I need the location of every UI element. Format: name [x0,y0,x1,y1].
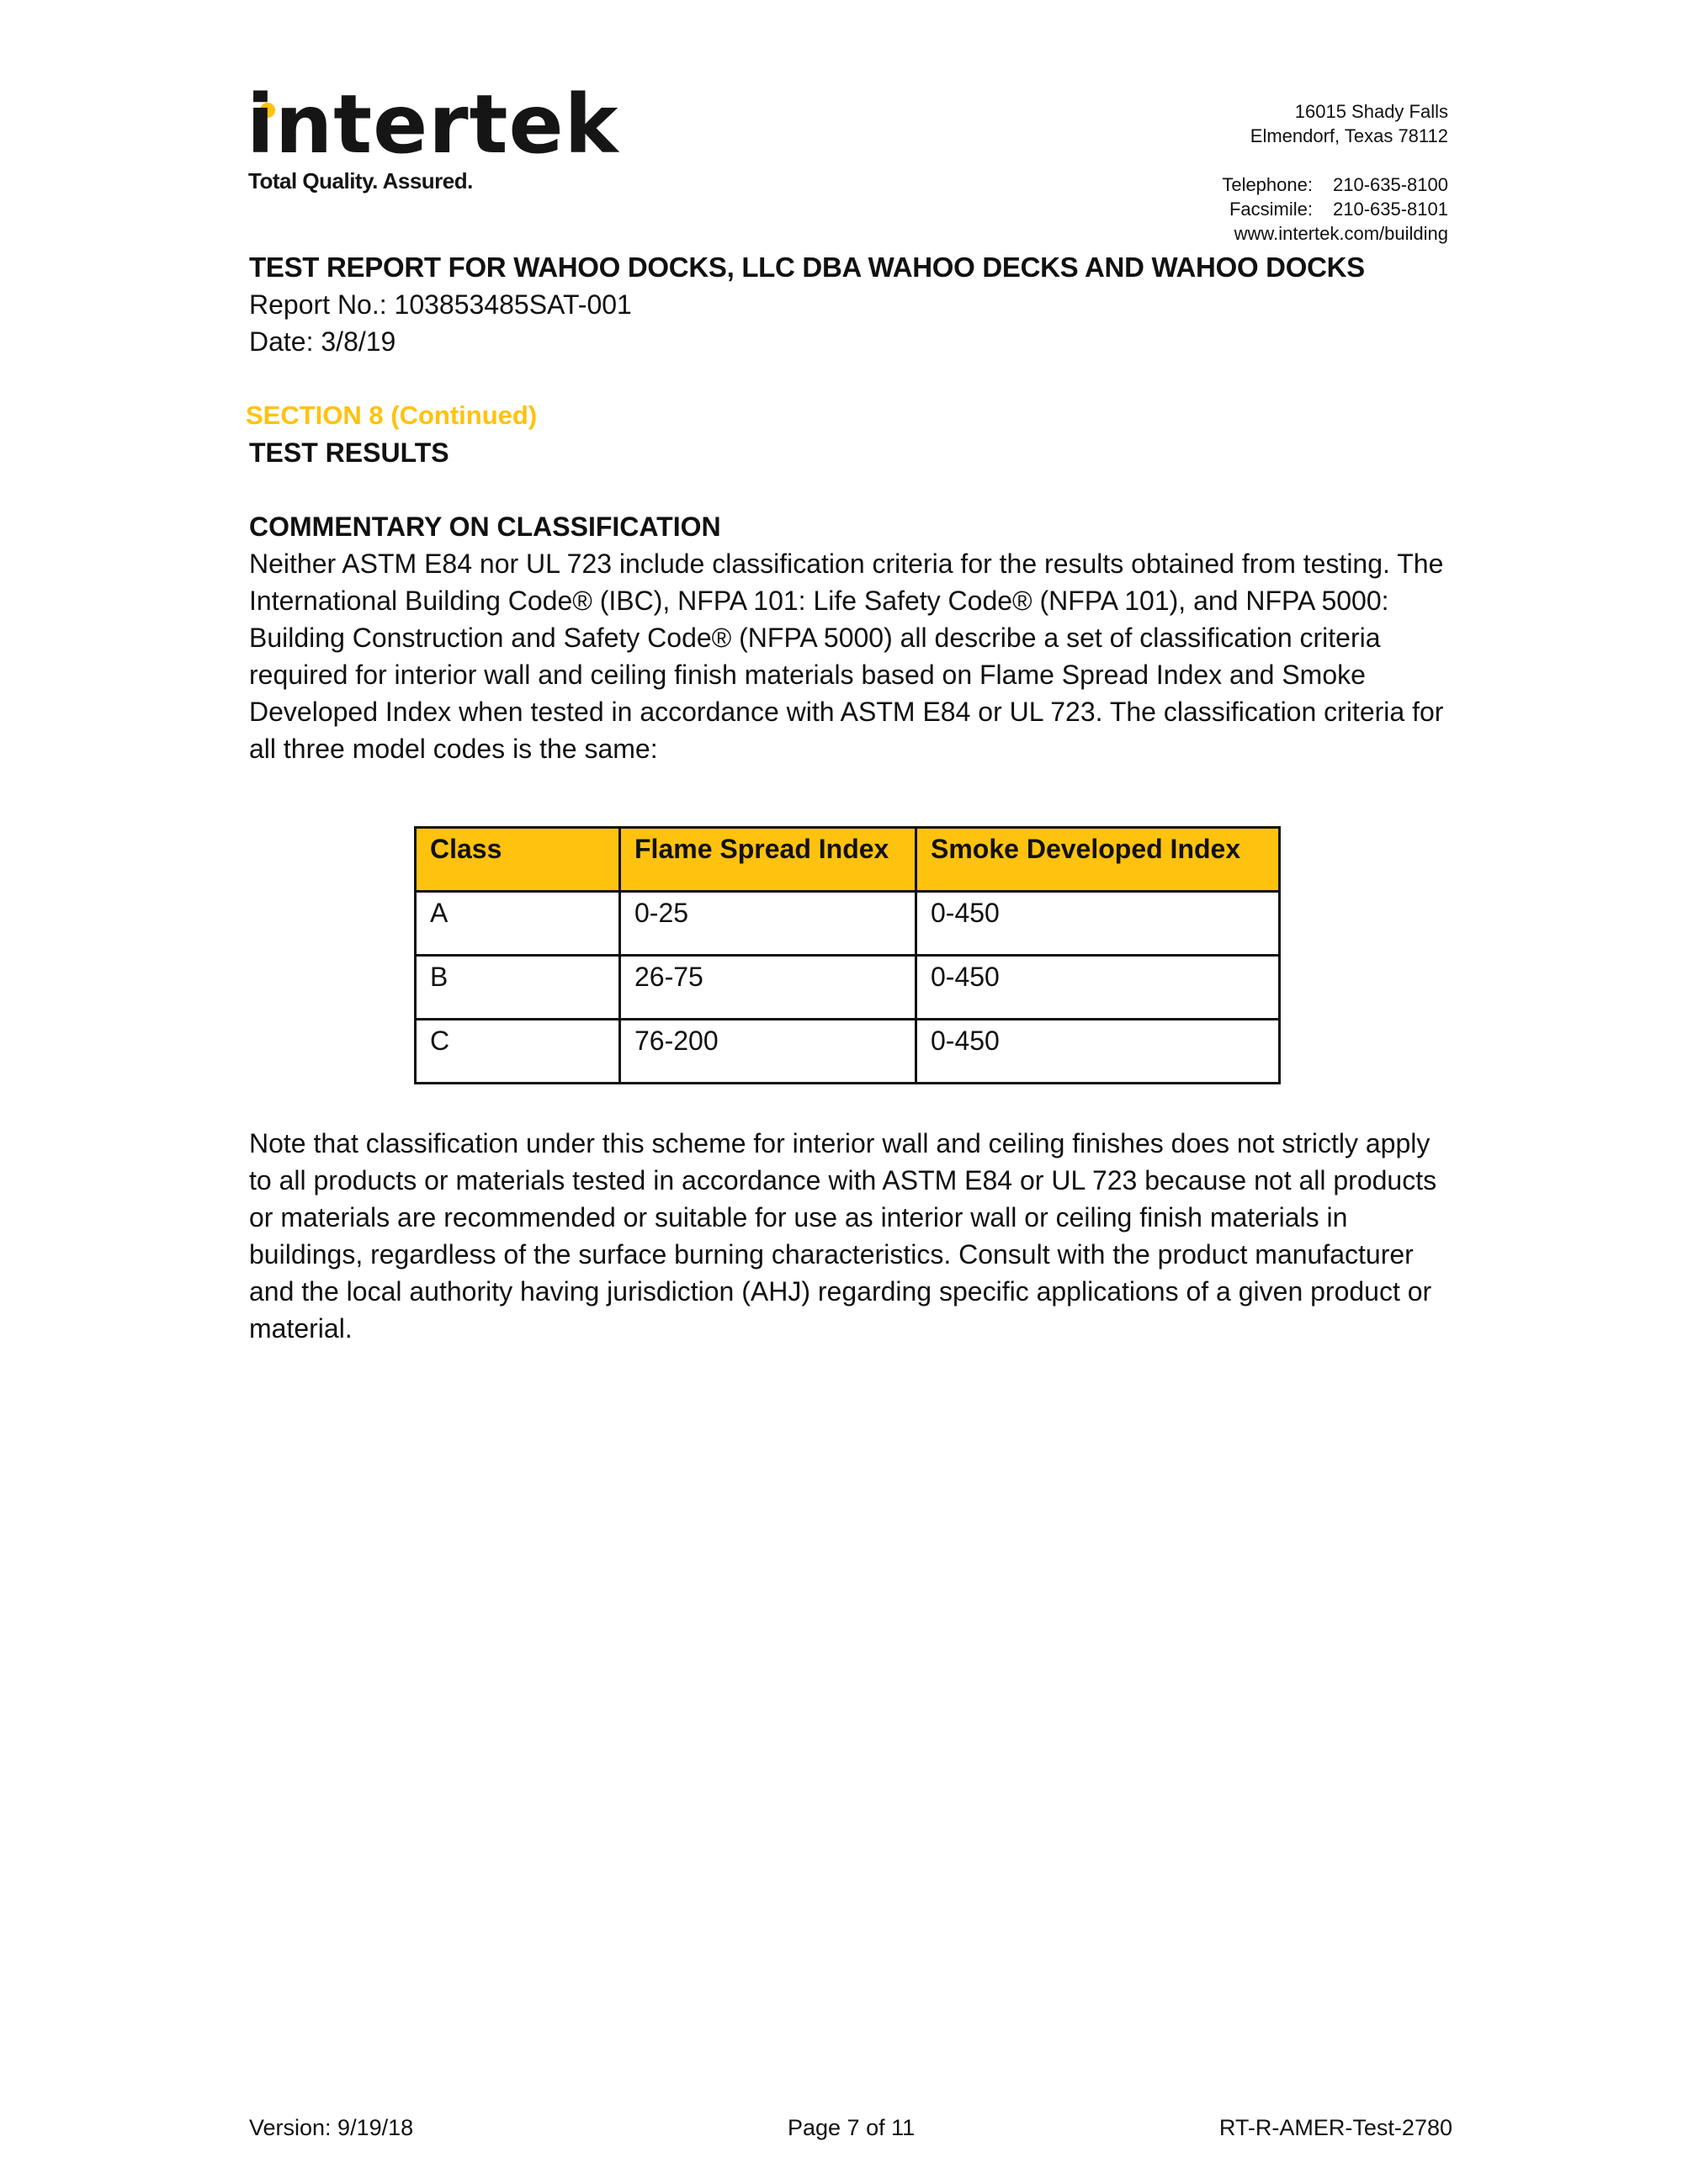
table-row [416,1020,1280,1084]
header-flame-spread: Flame Spread Index [620,828,916,892]
cell-class: B [416,956,620,1020]
cell-smoke-developed: 0-450 [916,892,1280,956]
header-smoke-developed: Smoke Developed Index [916,828,1280,892]
cell-flame-spread: 76-200 [620,1020,916,1084]
intertek-logo [247,77,619,198]
report-number: Report No.: 103853485SAT-001 [249,289,632,320]
table-row [416,892,1280,956]
address-line-1: 16015 Shady Falls [1294,101,1448,122]
cell-class: A [416,892,620,956]
logo-tagline: Total Quality. Assured. [248,168,473,193]
cell-smoke-developed: 0-450 [916,956,1280,1020]
facsimile-number: 210-635-8101 [1332,199,1448,220]
report-body [246,249,1452,1347]
section-heading: TEST RESULTS [249,437,449,468]
report-date: Date: 3/8/19 [249,326,396,357]
classification-note: Note that classification under this scheme for interior wall and ceiling finishes does not strictly apply to all products or materials tested in accordance with ASTM E84 or UL 723 because not all products or materials are recommended or suitable for use as interior wall or ceiling finish materials in buildings, regardless of the surface burning characteristics. Consult with the product manufacturer and the local authority having jurisdiction (AHJ) regarding specific applications of a given product or material. [249,1128,1437,1344]
footer-version: Version: 9/19/18 [249,2115,414,2140]
header-class: Class [416,828,620,892]
logo-wordmark: intertek [247,77,619,172]
cell-class: C [416,1020,620,1084]
facsimile-row [1222,197,1448,221]
cell-flame-spread: 0-25 [620,892,916,956]
facsimile-label: Facsimile: [1229,199,1313,220]
website-link[interactable]: www.intertek.com/building [1234,223,1448,244]
report-title: TEST REPORT FOR WAHOO DOCKS, LLC DBA WAHOO DECKS AND WAHOO DOCKS [249,252,1365,283]
section-label: SECTION 8 (Continued) [246,400,538,430]
telephone-row [1222,172,1448,197]
telephone-number: 210-635-8100 [1332,174,1448,195]
commentary-heading: COMMENTARY ON CLASSIFICATION [249,512,721,542]
company-address [1222,99,1448,246]
cell-flame-spread: 26-75 [620,956,916,1020]
page-footer [249,2115,1452,2141]
commentary-intro: Neither ASTM E84 nor UL 723 include classification criteria for the results obtained from testing. The International Building Code® (IBC), NFPA 101: Life Safety Code® (NFPA 101), and NFPA 5000: Building Construction and Safety Code® (NFPA 5000) all describe a set of classification criteria required for interior wall and ceiling finish materials based on Flame Spread Index and Smoke Developed Index when tested in accordance with ASTM E84 or UL 723. The classification criteria for all three model codes is the same: [249,549,1444,764]
classification-table [414,826,1281,1084]
table-row [416,956,1280,1020]
footer-document-id: RT-R-AMER-Test-2780 [1218,2115,1452,2140]
table-header-row [416,828,1280,892]
cell-smoke-developed: 0-450 [916,1020,1280,1084]
footer-page-number: Page 7 of 11 [788,2115,916,2140]
telephone-label: Telephone: [1222,174,1313,195]
address-line-2: Elmendorf, Texas 78112 [1250,125,1448,146]
